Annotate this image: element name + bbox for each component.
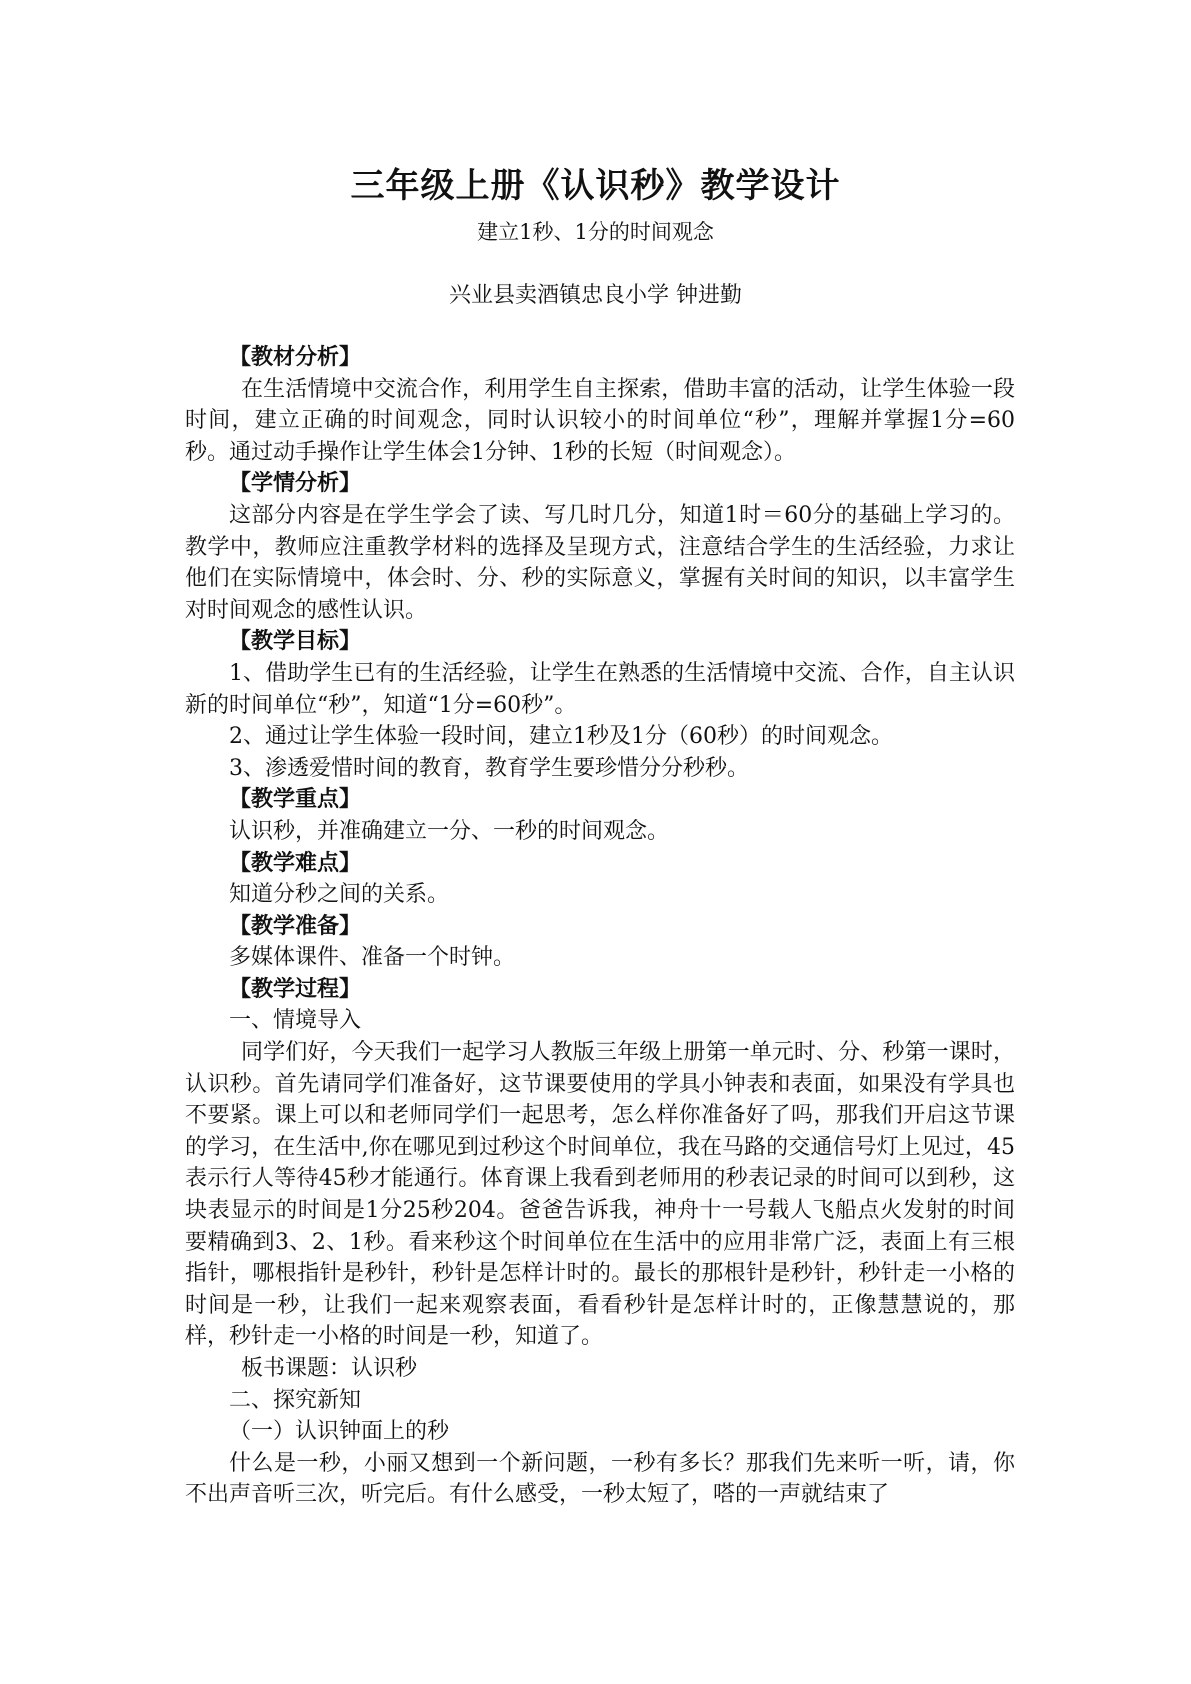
section-heading-preparation: 【教学准备】 bbox=[229, 913, 362, 939]
goal-item-3: 3、渗透爱惜时间的教育，教育学生要珍惜分分秒秒。 bbox=[229, 755, 749, 781]
goal-item-2: 2、通过让学生体验一段时间，建立1秒及1分（60秒）的时间观念。 bbox=[229, 724, 893, 750]
section-heading-key-points: 【教学重点】 bbox=[229, 787, 362, 813]
section-heading-difficulties: 【教学难点】 bbox=[229, 850, 362, 876]
process-part1-title: 一、情境导入 bbox=[229, 1008, 362, 1034]
process-part1-text: 同学们好，今天我们一起学习人教版三年级上册第一单元时、分、秒第一课时，认识秒。首先请同学们准备好，这节课要使用的学具小钟表和表面，如果没有学具也不要紧。课上可以和老师同学们一起思考，怎么样你准备好了吗，那我们开启这节课的学习，在生活中,你在哪见到过秒这个时间单位，我在马路的交通信号灯上见过，45表示行人等待45秒才能通行。体育课上我看到老师用的秒表记录的时间可以到秒，这块表显示的时间是1分25秒204。爸爸告诉我，神舟十一号载人飞船点火发射的时间要精确到3、2、1秒。看来秒这个时间单位在生活中的应用非常广泛，表面上有三根指针，哪根指针是秒针，秒针是怎样计时的。最长的那根针是秒针，秒针走一小格的时间是一秒，让我们一起来观察表面，看看秒针是怎样计时的，正像慧慧说的，那样，秒针走一小格的时间是一秒，知道了。 bbox=[185, 1040, 1015, 1350]
paragraph-key-points: 认识秒，并准确建立一分、一秒的时间观念。 bbox=[229, 818, 670, 844]
document-subtitle: 建立1秒、1分的时间观念 bbox=[477, 220, 714, 244]
section-heading-material: 【教材分析】 bbox=[229, 345, 362, 370]
process-part2-subtitle: （一）认识钟面上的秒 bbox=[229, 1419, 450, 1445]
section-heading-students: 【学情分析】 bbox=[229, 471, 362, 497]
paragraph-students: 这部分内容是在学生学会了读、写几时几分，知道1时＝60分的基础上学习的。教学中，教师应注重教学材料的选择及呈现方式，注意结合学生的生活经验，力求让他们在实际情境中，体会时、分、秒的实际意义，掌握有关时间的知识，以丰富学生对时间观念的感性认识。 bbox=[185, 502, 1015, 623]
document-body bbox=[185, 342, 1015, 1511]
paragraph-difficulties: 知道分秒之间的关系。 bbox=[229, 882, 450, 908]
paragraph-material: 在生活情境中交流合作，利用学生自主探索，借助丰富的活动，让学生体验一段时间，建立正确的时间观念，同时认识较小的时间单位“秒”，理解并掌握1分=60秒。通过动手操作让学生体会1分钟、1秒的长短（时间观念）。 bbox=[185, 376, 1015, 465]
section-heading-goals: 【教学目标】 bbox=[229, 629, 362, 655]
process-part2-title: 二、探究新知 bbox=[229, 1387, 362, 1413]
section-heading-process: 【教学过程】 bbox=[229, 976, 362, 1002]
process-board-title: 板书课题：认识秒 bbox=[241, 1356, 418, 1381]
document-title: 三年级上册《认识秒》教学设计 bbox=[350, 166, 841, 206]
goal-item-1: 1、借助学生已有的生活经验，让学生在熟悉的生活情境中交流、合作，自主认识新的时间单位“秒”，知道“1分=60秒”。 bbox=[185, 660, 1015, 718]
author-line: 兴业县卖酒镇忠良小学 钟进勤 bbox=[449, 283, 742, 308]
paragraph-preparation: 多媒体课件、准备一个时钟。 bbox=[229, 945, 516, 971]
process-part2-text: 什么是一秒，小丽又想到一个新问题，一秒有多长？那我们先来听一听，请，你不出声音听三次，听完后。有什么感受，一秒太短了，嗒的一声就结束了 bbox=[185, 1450, 1015, 1508]
